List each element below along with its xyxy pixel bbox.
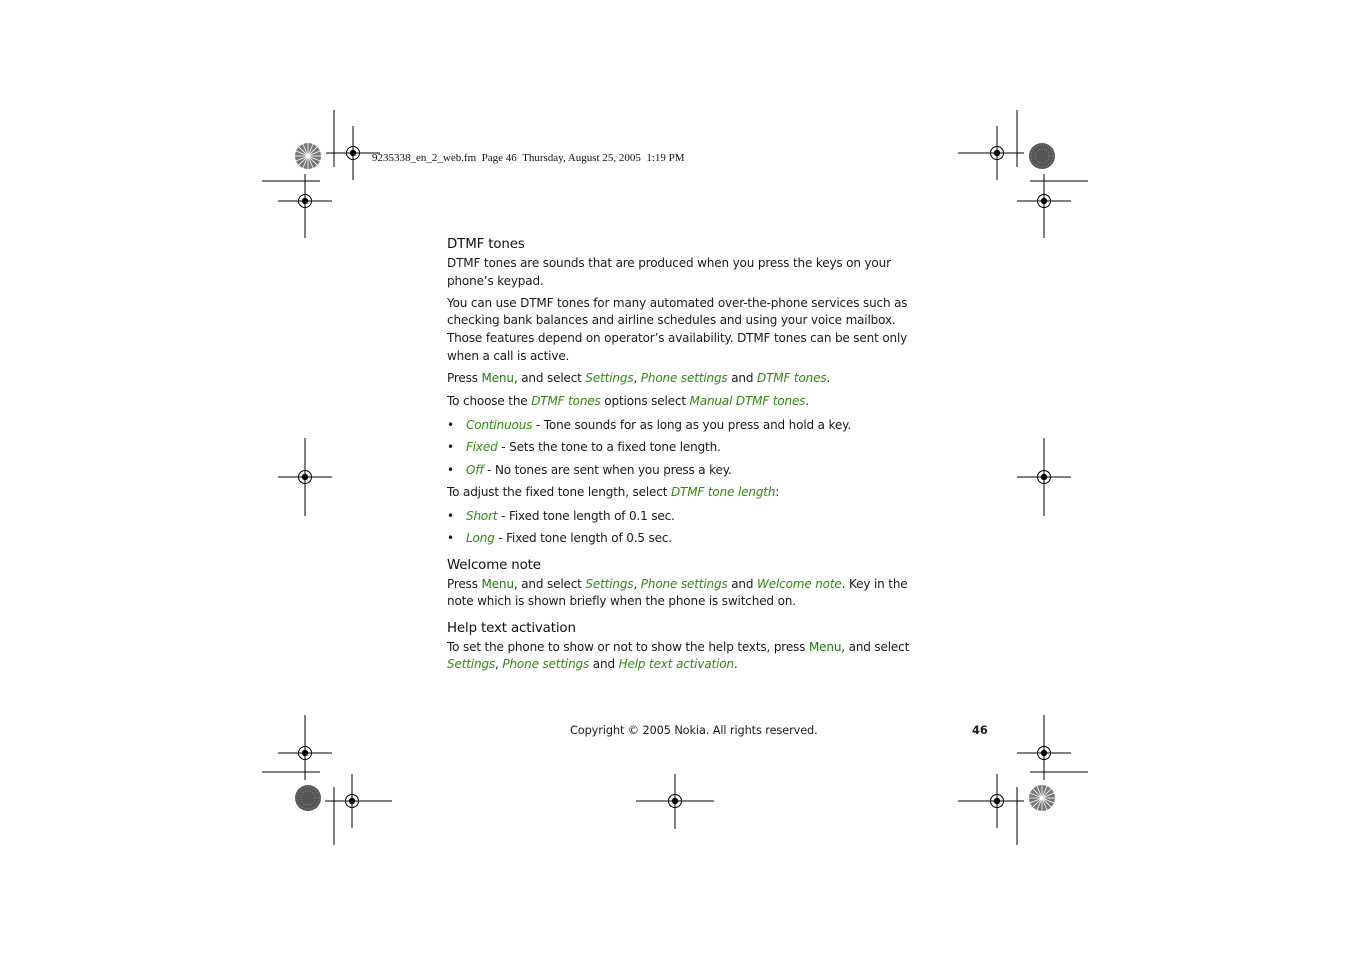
section-title: Help text activation [447, 620, 576, 636]
text: options select [600, 394, 690, 409]
text: , [633, 370, 641, 385]
menu-item-dtmf-tones: DTMF tones [757, 370, 827, 385]
paragraph-tone-length [447, 484, 917, 502]
paragraph [447, 639, 917, 674]
option-name: Fixed [466, 440, 498, 455]
list-item [447, 508, 917, 526]
bullet-icon: • [447, 508, 454, 523]
menu-item-phone-settings: Phone settings [640, 370, 728, 385]
menu-item-phone-settings: Phone settings [502, 657, 590, 672]
text: : [775, 485, 780, 500]
menu-item-settings: Settings [585, 576, 634, 591]
section-dtmf-tones [447, 236, 917, 548]
option-name: Off [466, 462, 484, 477]
menu-item-settings: Settings [585, 370, 634, 385]
text: , [495, 657, 503, 672]
menu-key-label: Menu [808, 639, 842, 654]
menu-item-welcome-note: Welcome note [757, 576, 842, 591]
section-title: DTMF tones [447, 237, 525, 252]
option-description: - Tone sounds for as long as you press and hold a key. [532, 417, 852, 432]
paragraph [447, 576, 917, 611]
text: Press [447, 576, 482, 591]
option-description: - Fixed tone length of 0.1 sec. [497, 508, 675, 523]
option-description: - No tones are sent when you press a key. [483, 462, 732, 477]
dtmf-options-list [447, 417, 917, 479]
option-description: - Sets the tone to a fixed tone length. [497, 440, 721, 455]
option-name: Short [466, 508, 498, 523]
bullet-icon: • [447, 440, 454, 455]
list-item [447, 462, 917, 480]
text: and [589, 657, 619, 672]
radial-disc-bottom-left-icon [295, 785, 321, 811]
section-welcome-note [447, 557, 917, 611]
copyright-footer: Copyright © 2005 Nokia. All rights reserved. [570, 724, 818, 737]
option-description: - Fixed tone length of 0.5 sec. [494, 531, 672, 546]
menu-item-help-text-activation: Help text activation [618, 657, 734, 672]
text: and [727, 370, 757, 385]
list-item [447, 530, 917, 548]
menu-item-phone-settings: Phone settings [640, 576, 728, 591]
list-item [447, 439, 917, 457]
text: . Key in the note which is shown briefly when the phone is switched on. [447, 576, 908, 609]
section-help-text-activation [447, 620, 917, 674]
paragraph: DTMF tones are sounds that are produced when you press the keys on your phone’s keypad. [447, 256, 891, 288]
section-title: Welcome note [447, 557, 541, 573]
file-info-header: 9235338_en_2_web.fm Page 46 Thursday, August 25, 2005 1:19 PM [372, 152, 685, 164]
text: Press [447, 370, 482, 385]
text: To choose the [447, 394, 532, 409]
text: To adjust the fixed tone length, select [447, 485, 671, 500]
text: To set the phone to show or not to show the help texts, press [447, 639, 809, 654]
text: . [826, 370, 831, 385]
menu-key-label: Menu [481, 576, 514, 591]
option-name: Continuous [466, 417, 533, 432]
option-name: Long [466, 531, 495, 546]
paragraph: You can use DTMF tones for many automated over-the-phone services such as checking bank balances and airline schedules and using your voice mailbox. Those features depend on operator’s availability. DTMF tones can be sent only when a call is active. [447, 295, 908, 363]
radial-disc-bottom-right-icon [1029, 785, 1055, 811]
menu-key-label: Menu [481, 370, 514, 385]
radial-disc-top-right-icon [1029, 143, 1055, 169]
paragraph-options [447, 393, 917, 411]
list-item [447, 417, 917, 435]
bullet-icon: • [447, 462, 454, 477]
menu-item-dtmf-tones: DTMF tones [531, 394, 601, 409]
page-number: 46 [972, 724, 988, 737]
text: , and select [513, 576, 586, 591]
menu-item-dtmf-tone-length: DTMF tone length [670, 485, 776, 500]
page-content [447, 236, 917, 679]
text: . [805, 394, 810, 409]
menu-item-manual-dtmf-tones: Manual DTMF tones [689, 394, 806, 409]
text: . [733, 657, 738, 672]
text: , and select [513, 370, 586, 385]
paragraph-menu-path [447, 370, 917, 388]
radial-disc-top-left-icon [295, 143, 321, 169]
text: , and select [841, 639, 910, 654]
menu-item-settings: Settings [447, 657, 496, 672]
tone-length-list [447, 508, 917, 548]
text: , [633, 576, 641, 591]
bullet-icon: • [447, 417, 454, 432]
bullet-icon: • [447, 531, 454, 546]
text: and [727, 576, 757, 591]
